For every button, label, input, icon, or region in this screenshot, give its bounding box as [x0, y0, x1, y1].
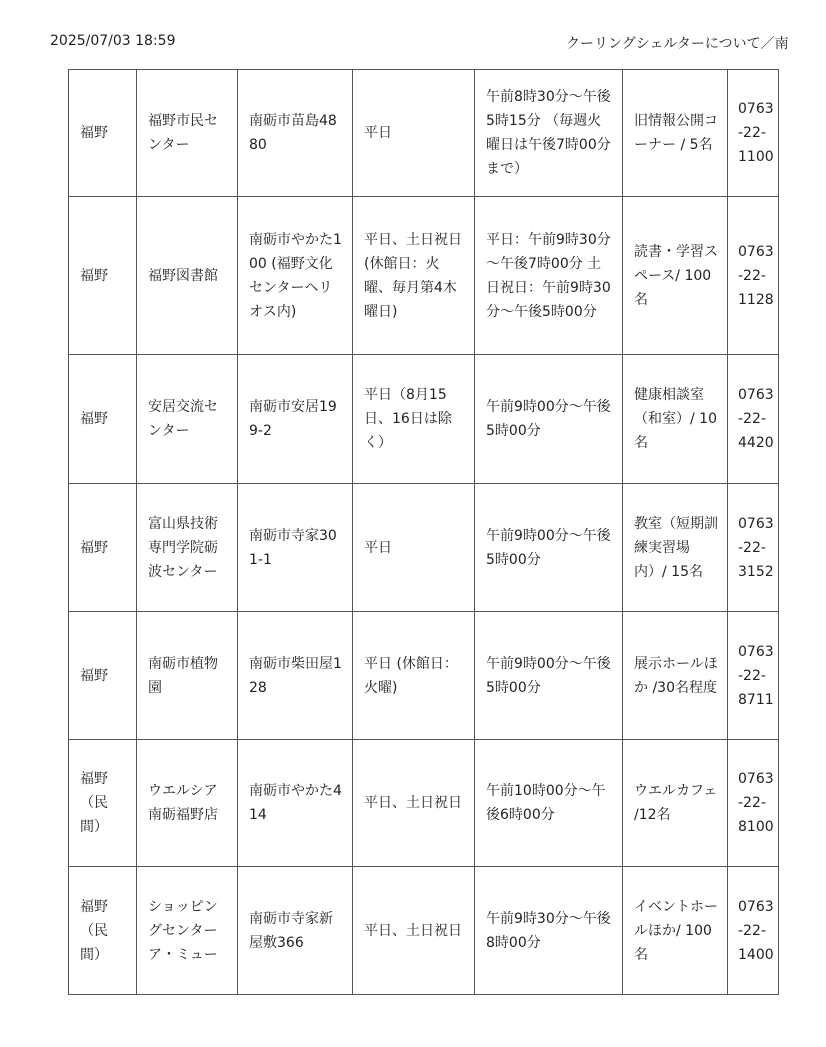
space-capacity-cell: 旧情報公開コーナー / 5名	[623, 70, 728, 197]
open-days-cell: 平日、土日祝日 (休館日：火曜、毎月第4木曜日)	[353, 197, 475, 355]
facility-name-cell: 福野図書館	[137, 197, 238, 355]
open-days-cell: 平日	[353, 70, 475, 197]
address-cell: 南砺市寺家301-1	[238, 484, 353, 612]
area-cell: 福野	[69, 355, 137, 484]
space-capacity-cell: 健康相談室（和室）/ 10名	[623, 355, 728, 484]
table-row	[69, 484, 779, 612]
table-row	[69, 612, 779, 740]
phone-cell: 0763-22-3152	[728, 484, 779, 612]
facility-name-cell: 富山県技術専門学院砺波センター	[137, 484, 238, 612]
address-cell: 南砺市苗島4880	[238, 70, 353, 197]
address-cell: 南砺市やかた414	[238, 740, 353, 867]
area-cell: 福野（民間）	[69, 740, 137, 867]
opening-hours-cell: 午前10時00分～午後6時00分	[475, 740, 623, 867]
table-row	[69, 867, 779, 995]
print-page-title: クーリングシェルターについて／南	[566, 36, 789, 52]
open-days-cell: 平日（8月15日、16日は除く）	[353, 355, 475, 484]
open-days-cell: 平日 (休館日：火曜)	[353, 612, 475, 740]
cooling-shelter-table	[68, 69, 779, 995]
space-capacity-cell: イベントホールほか/ 100名	[623, 867, 728, 995]
phone-cell: 0763-22-8100	[728, 740, 779, 867]
space-capacity-cell: 教室（短期訓練実習場内）/ 15名	[623, 484, 728, 612]
address-cell: 南砺市やかた100 (福野文化センターヘリオス内)	[238, 197, 353, 355]
table-row	[69, 197, 779, 355]
space-capacity-cell: 読書・学習スペース/ 100名	[623, 197, 728, 355]
area-cell: 福野	[69, 197, 137, 355]
space-capacity-cell: 展示ホールほか /30名程度	[623, 612, 728, 740]
table-row	[69, 70, 779, 197]
opening-hours-cell: 午前9時00分～午後5時00分	[475, 612, 623, 740]
facility-name-cell: ショッピングセンター ア・ミュー	[137, 867, 238, 995]
open-days-cell: 平日、土日祝日	[353, 867, 475, 995]
table-row	[69, 740, 779, 867]
area-cell: 福野	[69, 70, 137, 197]
facility-name-cell: 安居交流センター	[137, 355, 238, 484]
facility-name-cell: 福野市民センター	[137, 70, 238, 197]
print-header	[0, 33, 826, 53]
opening-hours-cell: 午前9時00分～午後5時00分	[475, 355, 623, 484]
opening-hours-cell: 午前8時30分～午後5時15分 （毎週火曜日は午後7時00分まで）	[475, 70, 623, 197]
area-cell: 福野	[69, 484, 137, 612]
area-cell: 福野	[69, 612, 137, 740]
phone-cell: 0763-22-8711	[728, 612, 779, 740]
phone-cell: 0763-22-1400	[728, 867, 779, 995]
address-cell: 南砺市柴田屋128	[238, 612, 353, 740]
address-cell: 南砺市寺家新屋敷366	[238, 867, 353, 995]
space-capacity-cell: ウエルカフェ /12名	[623, 740, 728, 867]
open-days-cell: 平日、土日祝日	[353, 740, 475, 867]
table-row	[69, 355, 779, 484]
phone-cell: 0763-22-1128	[728, 197, 779, 355]
area-cell: 福野（民間）	[69, 867, 137, 995]
address-cell: 南砺市安居199-2	[238, 355, 353, 484]
open-days-cell: 平日	[353, 484, 475, 612]
phone-cell: 0763-22-4420	[728, 355, 779, 484]
opening-hours-cell: 午前9時00分～午後5時00分	[475, 484, 623, 612]
phone-cell: 0763-22-1100	[728, 70, 779, 197]
facility-name-cell: ウエルシア南砺福野店	[137, 740, 238, 867]
opening-hours-cell: 午前9時30分～午後8時00分	[475, 867, 623, 995]
print-date: 2025/07/03 18:59	[50, 33, 176, 49]
facility-name-cell: 南砺市植物園	[137, 612, 238, 740]
opening-hours-cell: 平日：午前9時30分～午後7時00分 土日祝日：午前9時30分～午後5時00分	[475, 197, 623, 355]
